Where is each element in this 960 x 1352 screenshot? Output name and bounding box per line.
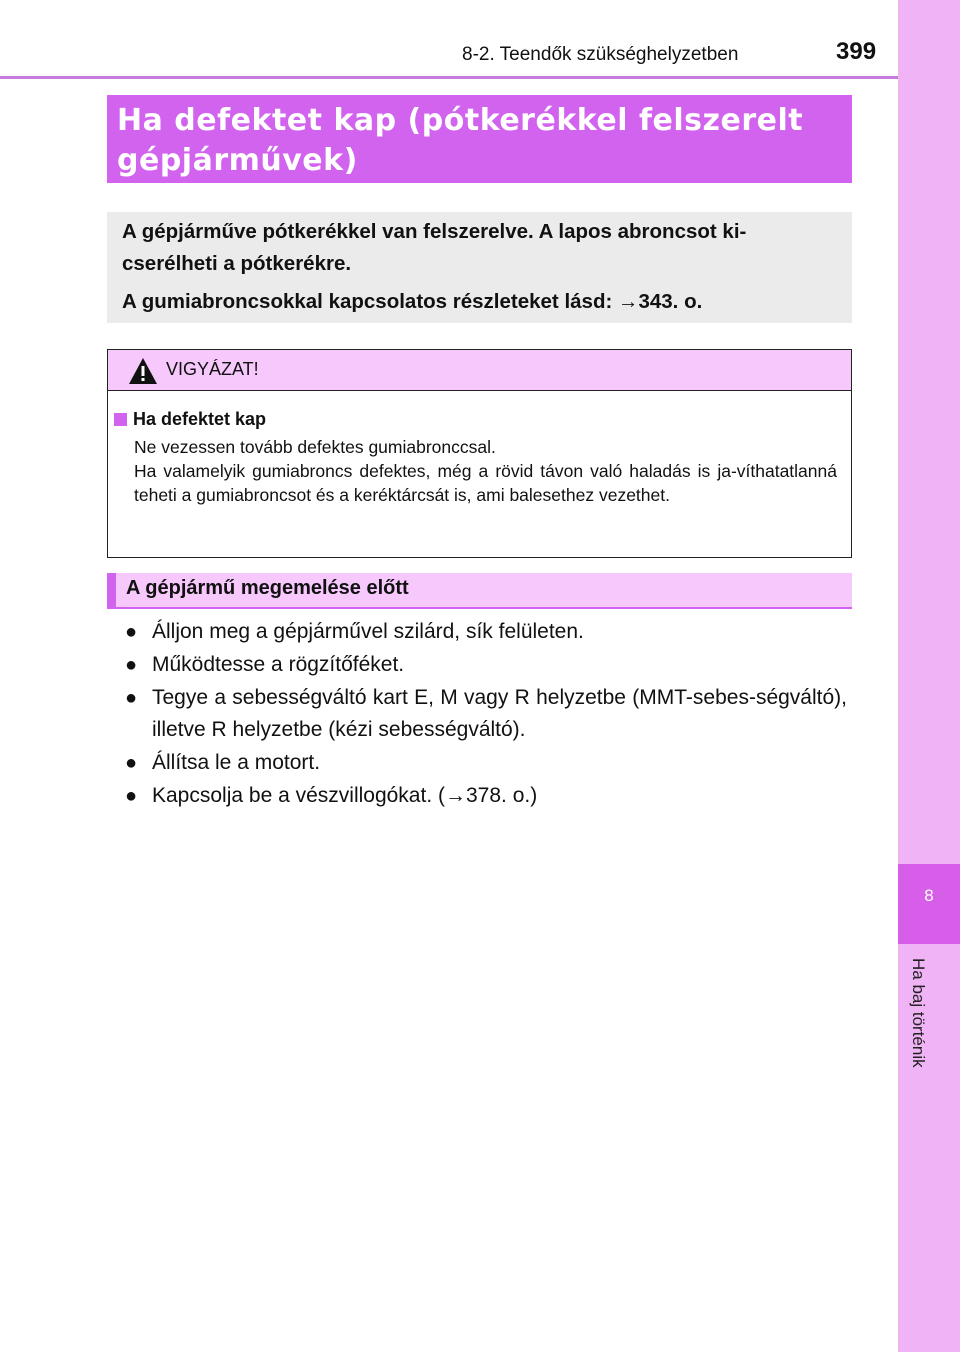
bullet-dot-icon: ●	[125, 752, 138, 774]
list-item	[125, 616, 847, 648]
subsection-accent-bar	[107, 573, 116, 609]
side-tab-title: Ha baj történik	[909, 958, 928, 1068]
warning-triangle-icon	[128, 357, 158, 385]
header-divider	[0, 76, 898, 79]
page-number: 399	[836, 38, 877, 65]
list-item	[125, 649, 847, 681]
page-title-line-2: gépjárművek)	[117, 143, 358, 178]
warning-body	[108, 391, 851, 507]
warning-subhead	[114, 407, 837, 431]
list-item-text: Állítsa le a motort.	[152, 751, 321, 774]
list-item-text: Működtesse a rögzítőféket.	[152, 653, 405, 676]
list-item-text: Kapcsolja be a vészvillogókat. (→378. o.)	[152, 784, 538, 807]
bullet-dot-icon: ●	[125, 621, 138, 643]
warning-text-line-1: Ne vezessen tovább defektes gumiabronccsal.	[134, 437, 496, 457]
warning-text	[114, 435, 837, 507]
bullet-dot-icon: ●	[125, 654, 138, 676]
warning-text-line-2: Ha valamelyik gumiabroncs defektes, még a rövid távon való haladás is ja-víthatatlanná teheti a gumiabroncsot és a keréktárcsát is, ami balesethez vezethet.	[134, 461, 837, 505]
intro-line-2: cserélheti a pótkerékre.	[122, 252, 352, 275]
bullet-dot-icon: ●	[125, 687, 138, 709]
page-title-line-1: Ha defektet kap (pótkerékkel felszerelt	[117, 103, 804, 138]
bullet-dot-icon: ●	[125, 785, 138, 807]
side-tab-number: 8	[924, 886, 934, 905]
subsection-title: A gépjármű megemelése előtt	[126, 577, 409, 599]
page-title-box	[107, 95, 852, 183]
warning-header	[108, 350, 851, 391]
warning-box	[107, 349, 852, 558]
section-label: 8-2. Teendők szükséghelyzetben	[462, 44, 739, 65]
list-item-text: Tegye a sebességváltó kart E, M vagy R helyzetbe (MMT-sebes-ségváltó), illetve R helyzetbe (kézi sebességváltó).	[152, 686, 847, 741]
square-bullet-icon	[114, 413, 127, 426]
side-tab	[898, 0, 960, 1352]
list-item	[125, 682, 847, 746]
subsection-header	[107, 573, 852, 609]
list-item-text: Álljon meg a gépjárművel szilárd, sík felületen.	[152, 620, 584, 643]
list-item	[125, 747, 847, 779]
list-item	[125, 780, 847, 812]
warning-title: VIGYÁZAT!	[166, 359, 259, 379]
intro-line-1: A gépjárműve pótkerékkel van felszerelve. A lapos abroncsot ki-	[122, 220, 747, 243]
intro-line-3: A gumiabroncsokkal kapcsolatos részleteket lásd: →343. o.	[122, 290, 703, 313]
intro-box	[107, 212, 852, 323]
warning-subhead-text: Ha defektet kap	[133, 409, 267, 429]
bullet-list	[125, 616, 847, 813]
